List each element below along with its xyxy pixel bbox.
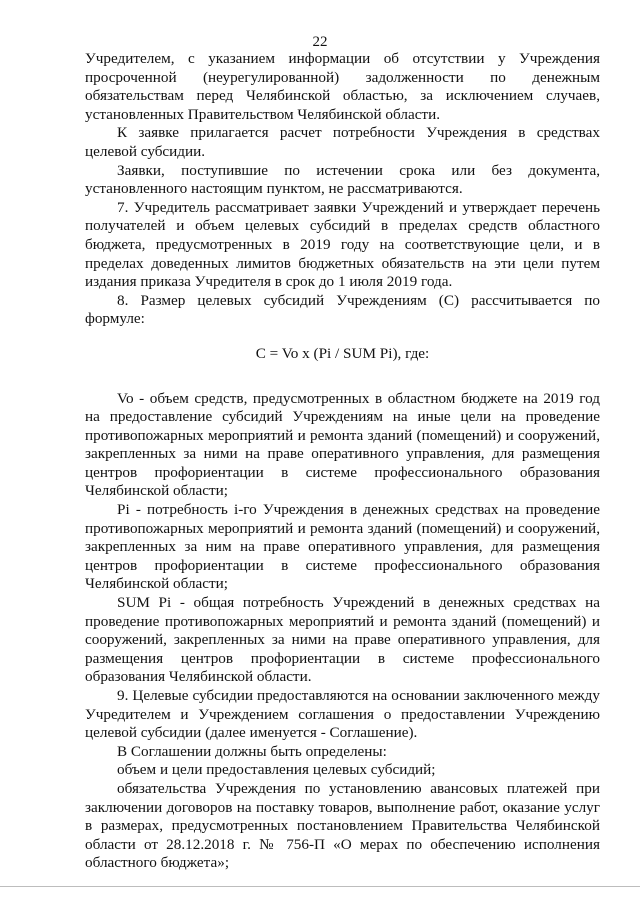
page-bottom-rule [0, 886, 640, 887]
paragraph-calculation-attached: К заявке прилагается расчет потребности Учреждения в средствах целевой субсидии. [85, 124, 600, 160]
document-body [85, 50, 600, 873]
paragraph-item-9: 9. Целевые субсидии предоставляются на основании заключенного между Учредителем и Учреждением соглашения о предоставлении Учреждению целевой субсидии (далее именуется - Соглашение). [85, 687, 600, 742]
definition-pi: Pi - потребность i-го Учреждения в денежных средствах на проведение противопожарных мероприятий и ремонта зданий (помещений) и сооружений, закрепленных за ним на праве оперативного управления, для размещения центров профориентации в системе профессионального образования Челябинской области; [85, 501, 600, 593]
paragraph-agreement-terms: В Соглашении должны быть определены: [117, 742, 387, 760]
paragraph-volume-and-goals: объем и цели предоставления целевых субсидий; [117, 761, 436, 779]
paragraph-advance-payments: обязательства Учреждения по установлению авансовых платежей при заключении договоров на поставку товаров, выполнение работ, оказание услуг в размерах, предусмотренных постановлением Правительства Челябинской области от 28.12.2018 г. № 756-П «О мерах по обеспечению исполнения областного бюджета»; [85, 779, 600, 872]
definition-vo: Vo - объем средств, предусмотренных в областном бюджете на 2019 год на предоставление субсидий Учреждениям на иные цели на проведение противопожарных мероприятий и ремонта зданий (помещений) и сооружений, закрепленных за ними на праве оперативного управления, для размещения центров профориентации в системе профессионального образования Челябинской области; [85, 389, 600, 500]
paragraph-item-8: 8. Размер целевых субсидий Учреждениям (С) рассчитывается по формуле: [85, 291, 600, 328]
paragraph-late-applications: Заявки, поступившие по истечении срока или без документа, установленного настоящим пунктом, не рассматриваются. [85, 161, 600, 198]
paragraph-item-7: 7. Учредитель рассматривает заявки Учреждений и утверждает перечень получателей и объем целевых субсидий в пределах средств областного бюджета, предусмотренных в 2019 году на соответствующие цели, и в пределах доведенных лимитов бюджетных обязательств на эти цели путем издания приказа Учредителя в срок до 1 июля 2019 года. [85, 198, 600, 291]
formula: C = Vo x (Pi / SUM Pi), где: [255, 344, 430, 362]
definition-sum-pi: SUM Pi - общая потребность Учреждений в денежных средствах на проведение противопожарных мероприятий и ремонта зданий (помещений) и сооружений, закрепленных за ними на праве оперативного управления, для размещения центров профориентации в системе профессионального образования Челябинской области. [85, 594, 600, 686]
paragraph-founder-continuation: Учредителем, с указанием информации об отсутствии у Учреждения просроченной (неурегулированной) задолженности по денежным обязательствам перед Челябинской областью, за исключением случаев, установленных Правительством Челябинской области. [85, 50, 600, 123]
page-number: 22 [312, 34, 328, 50]
